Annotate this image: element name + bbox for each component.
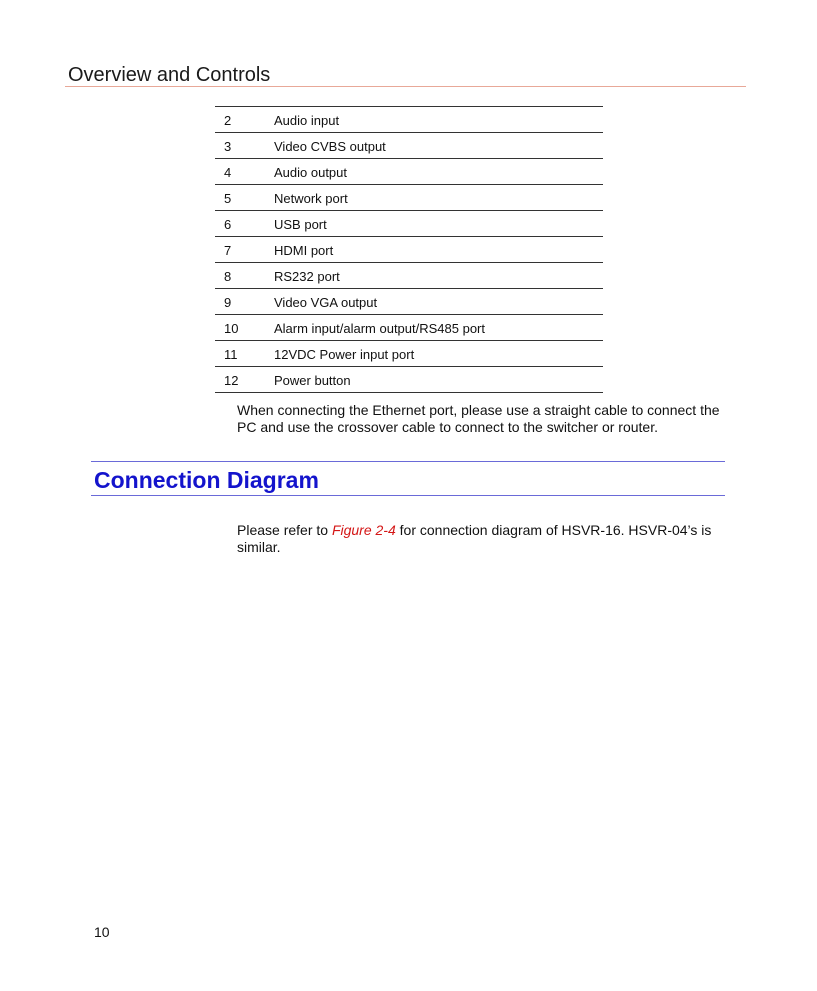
port-description: HDMI port <box>274 243 334 258</box>
ethernet-note: When connecting the Ethernet port, please use a straight cable to connect the PC and use the crossover cable to connect to the switcher or router. <box>237 402 720 435</box>
port-number: 7 <box>224 243 232 258</box>
port-description: Audio output <box>274 165 348 180</box>
table-row <box>215 341 603 367</box>
page-number: 10 <box>94 924 110 940</box>
port-description: Power button <box>274 373 351 388</box>
table-row <box>215 237 603 263</box>
port-number: 11 <box>224 347 238 362</box>
port-number: 2 <box>224 113 232 128</box>
port-number: 4 <box>224 165 232 180</box>
header-divider <box>65 86 746 87</box>
port-description: Audio input <box>274 113 340 128</box>
port-description: RS232 port <box>274 269 340 284</box>
port-description: Network port <box>274 191 348 206</box>
port-number: 8 <box>224 269 232 284</box>
port-description: Video VGA output <box>274 295 378 310</box>
paragraph-text: for connection diagram of HSVR-16. HSVR-04’s is similar. <box>237 522 712 555</box>
table-row <box>215 315 603 341</box>
port-number: 5 <box>224 191 232 206</box>
section-divider-top <box>91 461 725 462</box>
table-row <box>215 133 603 159</box>
connection-paragraph <box>237 522 737 556</box>
table-row <box>215 211 603 237</box>
table-row <box>215 185 603 211</box>
port-number: 12 <box>224 373 239 388</box>
table-row <box>215 107 603 133</box>
port-number: 3 <box>224 139 232 154</box>
paragraph-text: Please refer to <box>237 522 332 538</box>
table-row <box>215 367 603 393</box>
port-number: 10 <box>224 321 239 336</box>
table-row <box>215 159 603 185</box>
figure-reference-link[interactable]: Figure 2-4 <box>331 522 396 538</box>
section-divider-bottom <box>91 495 725 496</box>
table-row <box>215 289 603 315</box>
section-title: Connection Diagram <box>94 467 319 493</box>
port-number: 6 <box>224 217 232 232</box>
page-header-title: Overview and Controls <box>68 64 271 86</box>
port-description: 12VDC Power input port <box>274 347 415 362</box>
table-row <box>215 263 603 289</box>
port-description: Alarm input/alarm output/RS485 port <box>274 321 485 336</box>
ports-table <box>215 106 603 393</box>
port-number: 9 <box>224 295 232 310</box>
port-description: Video CVBS output <box>274 139 386 154</box>
port-description: USB port <box>274 217 327 232</box>
